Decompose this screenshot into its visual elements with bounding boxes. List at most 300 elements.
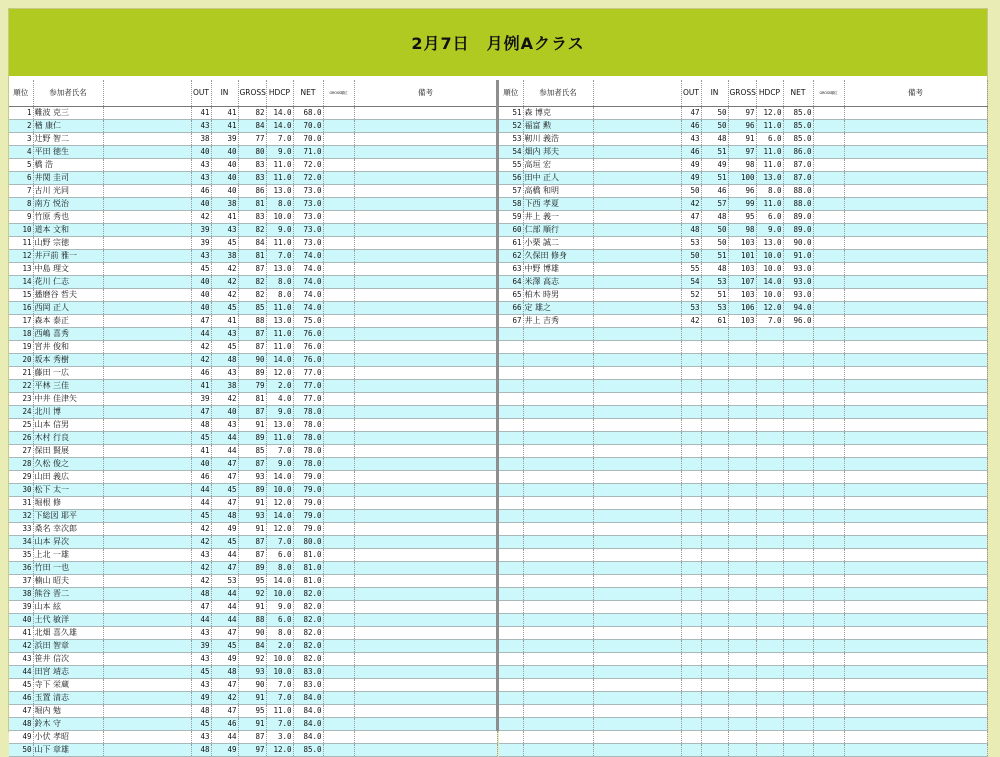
note-cell [354,718,497,731]
gross-rank-cell [813,627,844,640]
blank-cell [593,445,681,458]
out-cell: 45 [191,510,211,523]
gross-rank-cell [813,718,844,731]
note-cell [844,315,987,328]
note-cell [354,263,497,276]
note-cell [844,432,987,445]
gross-rank-cell [323,367,354,380]
out-cell [681,588,701,601]
gross-cell: 82 [238,276,266,289]
net-cell: 82.0 [293,640,323,653]
out-cell: 50 [681,250,701,263]
out-cell: 42 [681,315,701,328]
table-row [9,458,497,471]
gross-cell: 84 [238,237,266,250]
out-cell: 45 [191,432,211,445]
gross-rank-cell [323,237,354,250]
note-cell [354,419,497,432]
gross-cell: 90 [238,679,266,692]
gross-rank-cell [323,211,354,224]
net-cell: 79.0 [293,484,323,497]
gross-cell: 82 [238,289,266,302]
note-cell [844,627,987,640]
net-cell [783,575,813,588]
note-cell [844,107,987,120]
name-cell: 笹井 信次 [33,653,103,666]
column-header-out: OUT [191,80,211,107]
hdcp-cell: 2.0 [266,380,293,393]
hdcp-cell: 6.0 [756,211,783,224]
name-cell: 平田 徳生 [33,146,103,159]
note-cell [354,250,497,263]
rank-cell [499,718,523,731]
out-cell: 47 [191,315,211,328]
blank-cell [593,120,681,133]
gross-cell [728,523,756,536]
in-cell: 48 [701,211,728,224]
gross-rank-cell [323,458,354,471]
title-banner [9,9,987,76]
out-cell: 41 [191,445,211,458]
net-cell: 74.0 [293,263,323,276]
hdcp-cell: 4.0 [266,393,293,406]
gross-rank-cell [323,354,354,367]
note-cell [354,575,497,588]
table-row [499,211,987,224]
hdcp-cell [756,354,783,367]
net-cell [783,744,813,757]
table-row [9,679,497,692]
blank-cell [103,744,191,757]
blank-cell [103,653,191,666]
in-cell: 40 [211,406,238,419]
blank-cell [103,172,191,185]
rank-cell: 52 [499,120,523,133]
gross-rank-cell [323,510,354,523]
note-cell [844,237,987,250]
hdcp-cell: 7.0 [756,315,783,328]
note-cell [354,211,497,224]
gross-rank-cell [323,133,354,146]
name-cell: 堀根 修 [33,497,103,510]
name-cell: 定 雄之 [523,302,593,315]
gross-rank-cell [813,640,844,653]
hdcp-cell [756,549,783,562]
rank-cell [499,614,523,627]
name-cell: 坂本 秀樹 [33,354,103,367]
in-cell: 44 [211,549,238,562]
in-cell [701,458,728,471]
gross-rank-cell [323,640,354,653]
gross-rank-cell [813,393,844,406]
blank-cell [593,471,681,484]
note-cell [354,640,497,653]
in-cell [701,367,728,380]
table-row [9,341,497,354]
gross-rank-cell [813,315,844,328]
note-cell [354,198,497,211]
gross-cell: 84 [238,120,266,133]
rank-cell: 46 [9,692,33,705]
blank-cell [103,510,191,523]
in-cell: 38 [211,198,238,211]
in-cell [701,536,728,549]
note-cell [844,250,987,263]
net-cell: 88.0 [783,185,813,198]
rank-cell [499,640,523,653]
gross-cell: 90 [238,354,266,367]
gross-rank-cell [813,328,844,341]
note-cell [354,172,497,185]
note-cell [354,445,497,458]
gross-cell [728,588,756,601]
net-cell: 78.0 [293,406,323,419]
rank-cell: 34 [9,536,33,549]
in-cell: 42 [211,276,238,289]
gross-rank-cell [813,523,844,536]
in-cell [701,354,728,367]
blank-cell [103,315,191,328]
blank-cell [103,471,191,484]
blank-cell [103,107,191,120]
note-cell [354,289,497,302]
note-cell [354,692,497,705]
out-cell [681,380,701,393]
rank-cell: 14 [9,276,33,289]
net-cell [783,627,813,640]
gross-rank-cell [813,120,844,133]
rank-cell: 6 [9,172,33,185]
net-cell: 96.0 [783,315,813,328]
blank-cell [103,666,191,679]
out-cell [681,510,701,523]
blank-cell [593,302,681,315]
blank-cell [103,354,191,367]
out-cell: 47 [681,107,701,120]
gross-rank-cell [813,198,844,211]
rank-cell: 51 [499,107,523,120]
rank-cell [499,549,523,562]
in-cell: 49 [701,159,728,172]
table-row [9,380,497,393]
out-cell: 48 [191,588,211,601]
blank-cell [103,367,191,380]
name-cell: 播磨谷 哲夫 [33,289,103,302]
net-cell: 77.0 [293,367,323,380]
table-row [9,588,497,601]
name-cell: 中野 博雄 [523,263,593,276]
table-row [9,666,497,679]
note-cell [844,172,987,185]
net-cell [783,679,813,692]
name-cell [523,406,593,419]
in-cell: 44 [211,614,238,627]
blank-cell [593,458,681,471]
hdcp-cell: 7.0 [266,718,293,731]
name-cell: 鈴木 守 [33,718,103,731]
blank-cell [103,302,191,315]
table-header-row [499,80,987,107]
out-cell: 43 [191,159,211,172]
note-cell [354,146,497,159]
gross-cell: 90 [238,627,266,640]
gross-cell: 97 [728,107,756,120]
column-header-name: 参加者氏名 [523,80,593,107]
out-cell: 42 [191,562,211,575]
hdcp-cell: 11.0 [266,341,293,354]
column-header-net: NET [293,80,323,107]
table-row [9,328,497,341]
hdcp-cell [756,640,783,653]
table-row [9,159,497,172]
gross-rank-cell [323,523,354,536]
hdcp-cell: 8.0 [266,198,293,211]
gross-cell: 98 [728,224,756,237]
rank-cell: 13 [9,263,33,276]
rank-cell [499,458,523,471]
rank-cell: 5 [9,159,33,172]
gross-rank-cell [323,419,354,432]
gross-cell: 106 [728,302,756,315]
hdcp-cell [756,367,783,380]
gross-rank-cell [323,224,354,237]
rank-cell [499,341,523,354]
blank-cell [103,575,191,588]
hdcp-cell: 12.0 [756,302,783,315]
note-cell [844,159,987,172]
hdcp-cell: 11.0 [266,172,293,185]
hdcp-cell: 11.0 [756,198,783,211]
gross-rank-cell [323,744,354,757]
note-cell [844,380,987,393]
out-cell: 40 [191,198,211,211]
name-cell: 花川 仁志 [33,276,103,289]
gross-cell [728,432,756,445]
hdcp-cell [756,653,783,666]
note-cell [354,237,497,250]
name-cell: 藤田 一広 [33,367,103,380]
results-panel-left [9,80,497,754]
out-cell: 42 [191,354,211,367]
gross-cell: 88 [238,315,266,328]
gross-cell: 101 [728,250,756,263]
out-cell [681,627,701,640]
name-cell: 木村 行良 [33,432,103,445]
in-cell: 41 [211,211,238,224]
gross-cell: 87 [238,328,266,341]
name-cell: 竹原 秀也 [33,211,103,224]
table-row [9,718,497,731]
column-header-note: 備考 [354,80,497,107]
blank-cell [593,250,681,263]
net-cell: 73.0 [293,198,323,211]
hdcp-cell: 8.0 [756,185,783,198]
net-cell: 83.0 [293,666,323,679]
name-cell [523,523,593,536]
gross-rank-cell [813,406,844,419]
gross-cell [728,536,756,549]
gross-rank-cell [813,432,844,445]
net-cell [783,731,813,744]
hdcp-cell [756,705,783,718]
net-cell [783,393,813,406]
gross-rank-cell [813,536,844,549]
net-cell: 73.0 [293,211,323,224]
gross-cell: 81 [238,250,266,263]
in-cell: 43 [211,224,238,237]
hdcp-cell: 11.0 [756,120,783,133]
column-header-net: NET [783,80,813,107]
rank-cell: 23 [9,393,33,406]
rank-cell [499,666,523,679]
blank-cell [103,419,191,432]
gross-cell: 77 [238,133,266,146]
gross-cell [728,328,756,341]
blank-cell [593,211,681,224]
net-cell: 77.0 [293,393,323,406]
gross-cell: 87 [238,263,266,276]
note-cell [354,536,497,549]
hdcp-cell: 11.0 [266,432,293,445]
name-cell: 久保田 修身 [523,250,593,263]
in-cell [701,549,728,562]
empty-row [499,458,987,471]
in-cell [701,380,728,393]
rank-cell: 56 [499,172,523,185]
gross-rank-cell [323,185,354,198]
gross-rank-cell [813,133,844,146]
hdcp-cell [756,601,783,614]
hdcp-cell [756,562,783,575]
name-cell: 山田 義広 [33,471,103,484]
net-cell [783,614,813,627]
gross-cell: 91 [238,718,266,731]
gross-rank-cell [813,445,844,458]
blank-cell [103,718,191,731]
note-cell [844,718,987,731]
column-header-in: IN [701,80,728,107]
name-cell: 中島 理文 [33,263,103,276]
out-cell: 46 [681,146,701,159]
rank-cell: 1 [9,107,33,120]
gross-cell: 87 [238,536,266,549]
out-cell: 55 [681,263,701,276]
in-cell: 48 [701,133,728,146]
note-cell [354,432,497,445]
in-cell [701,510,728,523]
gross-rank-cell [323,198,354,211]
hdcp-cell: 14.0 [266,120,293,133]
net-cell [783,692,813,705]
net-cell [783,458,813,471]
table-row [9,731,497,744]
gross-cell: 81 [238,393,266,406]
table-row [9,744,497,757]
in-cell: 47 [211,679,238,692]
in-cell: 44 [211,445,238,458]
note-cell [844,354,987,367]
blank-cell [103,731,191,744]
name-cell: 福富 勲 [523,120,593,133]
net-cell [783,497,813,510]
name-cell [523,328,593,341]
gross-rank-cell [813,146,844,159]
gross-cell [728,562,756,575]
gross-rank-cell [323,393,354,406]
net-cell: 78.0 [293,432,323,445]
in-cell: 41 [211,120,238,133]
in-cell [701,601,728,614]
rank-cell: 57 [499,185,523,198]
gross-rank-cell [813,575,844,588]
net-cell: 72.0 [293,172,323,185]
net-cell [783,328,813,341]
rank-cell [499,731,523,744]
gross-rank-cell [813,263,844,276]
gross-cell [728,406,756,419]
name-cell [523,549,593,562]
in-cell [701,575,728,588]
out-cell: 40 [191,458,211,471]
name-cell [523,666,593,679]
note-cell [844,484,987,497]
note-cell [354,497,497,510]
gross-cell [728,484,756,497]
rank-cell: 49 [9,731,33,744]
blank-cell [593,354,681,367]
rank-cell: 43 [9,653,33,666]
table-row [9,484,497,497]
out-cell [681,679,701,692]
net-cell: 68.0 [293,107,323,120]
net-cell [783,601,813,614]
table-row [499,185,987,198]
table-row [499,120,987,133]
hdcp-cell: 11.0 [266,237,293,250]
name-cell: 小伏 孝昭 [33,731,103,744]
net-cell: 85.0 [293,744,323,757]
name-cell: 小栗 誠二 [523,237,593,250]
table-row [9,640,497,653]
note-cell [844,679,987,692]
column-header-name: 参加者氏名 [33,80,103,107]
note-cell [354,159,497,172]
rank-cell: 18 [9,328,33,341]
net-cell: 82.0 [293,614,323,627]
table-row [499,133,987,146]
rank-cell: 31 [9,497,33,510]
blank-cell [103,276,191,289]
name-cell: 難波 克三 [33,107,103,120]
in-cell: 46 [211,718,238,731]
table-row [9,367,497,380]
rank-cell [499,536,523,549]
name-cell: 山本 昇次 [33,536,103,549]
gross-cell: 87 [238,458,266,471]
gross-cell [728,718,756,731]
gross-rank-cell [813,497,844,510]
gross-cell: 87 [238,731,266,744]
name-cell [523,588,593,601]
table-row [9,471,497,484]
gross-rank-cell [813,692,844,705]
blank-cell [593,744,681,757]
name-cell: 山本 絃 [33,601,103,614]
in-cell: 48 [701,263,728,276]
in-cell: 50 [701,237,728,250]
in-cell: 42 [211,393,238,406]
note-cell [844,406,987,419]
